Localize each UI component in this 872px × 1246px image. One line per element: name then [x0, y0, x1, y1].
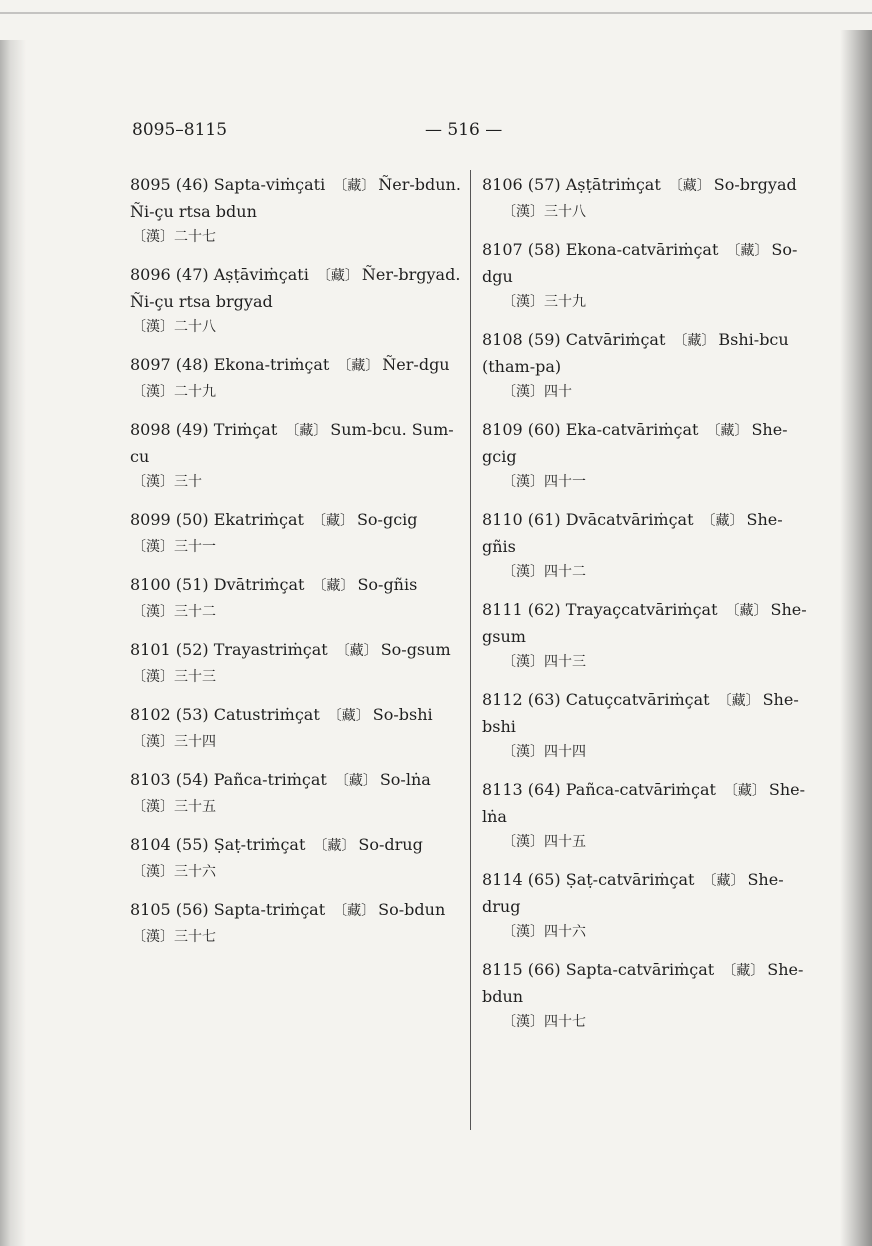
chinese-marker: 〔漢〕 [132, 604, 174, 620]
tibetan-equivalent: So-brgyad [713, 175, 797, 194]
chinese-line [130, 861, 462, 883]
tibetan-equivalent: She-gsum [482, 600, 807, 646]
chinese-marker: 〔漢〕 [132, 474, 174, 490]
chinese-line [482, 381, 814, 403]
top-rule [0, 12, 872, 14]
column-divider [470, 170, 471, 1130]
chinese-equivalent: 三十七 [174, 929, 216, 945]
chinese-equivalent: 四十七 [544, 1014, 586, 1030]
chinese-marker: 〔漢〕 [132, 319, 174, 335]
dictionary-entry [482, 687, 814, 763]
tibetan-equivalent: So-bshi [372, 705, 433, 724]
chinese-line [130, 796, 462, 818]
tibetan-equivalent: Ñer-bdun. Ñi-çu rtsa bdun [130, 175, 461, 221]
chinese-marker: 〔漢〕 [502, 384, 544, 400]
tibetan-equivalent: She-bshi [482, 690, 799, 736]
tibetan-marker: 〔藏〕 [668, 178, 711, 194]
chinese-line [482, 831, 814, 853]
sanskrit-term: 8095 (46) Sapta-viṁçati [130, 175, 326, 194]
dictionary-entry [482, 507, 814, 583]
sanskrit-term: 8109 (60) Eka-catvāriṁçat [482, 420, 699, 439]
dictionary-entry [130, 832, 462, 883]
chinese-equivalent: 四十六 [544, 924, 586, 940]
tibetan-marker: 〔藏〕 [673, 333, 716, 349]
chinese-line [130, 666, 462, 688]
left-page-edge-shadow [0, 40, 26, 1246]
chinese-equivalent: 四十四 [544, 744, 586, 760]
entry-headword [130, 572, 462, 599]
chinese-marker: 〔漢〕 [132, 539, 174, 555]
dictionary-entry [130, 572, 462, 623]
chinese-line [130, 536, 462, 558]
dictionary-entry [482, 172, 814, 223]
sanskrit-term: 8110 (61) Dvācatvāriṁçat [482, 510, 694, 529]
chinese-marker: 〔漢〕 [132, 384, 174, 400]
chinese-marker: 〔漢〕 [502, 654, 544, 670]
left-column [130, 172, 462, 962]
tibetan-equivalent: So-drug [358, 835, 423, 854]
tibetan-equivalent: So-bdun [378, 900, 446, 919]
tibetan-marker: 〔藏〕 [717, 693, 760, 709]
tibetan-marker: 〔藏〕 [316, 268, 359, 284]
sanskrit-term: 8113 (64) Pañca-catvāriṁçat [482, 780, 716, 799]
entry-headword [130, 767, 462, 794]
chinese-marker: 〔漢〕 [502, 294, 544, 310]
tibetan-equivalent: Ñer-dgu [382, 355, 450, 374]
tibetan-marker: 〔藏〕 [722, 963, 765, 979]
tibetan-equivalent: She-drug [482, 870, 784, 916]
tibetan-marker: 〔藏〕 [723, 783, 766, 799]
chinese-line [130, 471, 462, 493]
dictionary-entry [482, 417, 814, 493]
tibetan-marker: 〔藏〕 [702, 873, 745, 889]
entry-headword [482, 777, 814, 829]
entry-headword [130, 172, 462, 224]
sanskrit-term: 8106 (57) Aṣṭātriṁçat [482, 175, 661, 194]
page-range-header: 8095–8115 [132, 120, 228, 140]
tibetan-equivalent: So-lṅa [379, 770, 431, 789]
tibetan-equivalent: She-lṅa [482, 780, 806, 826]
dictionary-entry [482, 327, 814, 403]
entry-headword [482, 957, 814, 1009]
tibetan-marker: 〔藏〕 [327, 708, 370, 724]
entry-headword [130, 637, 462, 664]
chinese-equivalent: 三十九 [544, 294, 586, 310]
entry-headword [482, 507, 814, 559]
tibetan-marker: 〔藏〕 [312, 578, 355, 594]
chinese-line [482, 201, 814, 223]
dictionary-entry [482, 867, 814, 943]
tibetan-marker: 〔藏〕 [337, 358, 380, 374]
tibetan-marker: 〔藏〕 [701, 513, 744, 529]
tibetan-marker: 〔藏〕 [726, 243, 769, 259]
tibetan-marker: 〔藏〕 [313, 838, 356, 854]
sanskrit-term: 8107 (58) Ekona-catvāriṁçat [482, 240, 719, 259]
sanskrit-term: 8098 (49) Triṁçat [130, 420, 278, 439]
page-number: — 516 — [425, 120, 503, 140]
tibetan-marker: 〔藏〕 [335, 643, 378, 659]
tibetan-equivalent: So-gcig [356, 510, 418, 529]
sanskrit-term: 8100 (51) Dvātriṁçat [130, 575, 305, 594]
chinese-line [130, 601, 462, 623]
sanskrit-term: 8104 (55) Ṣaṭ-triṁçat [130, 835, 306, 854]
entry-headword [482, 867, 814, 919]
chinese-equivalent: 四十 [544, 384, 572, 400]
entry-headword [482, 687, 814, 739]
chinese-marker: 〔漢〕 [502, 204, 544, 220]
chinese-line [130, 381, 462, 403]
sanskrit-term: 8112 (63) Catuçcatvāriṁçat [482, 690, 710, 709]
chinese-line [482, 741, 814, 763]
dictionary-entry [130, 767, 462, 818]
dictionary-entry [130, 262, 462, 338]
tibetan-equivalent: She-bdun [482, 960, 804, 1006]
dictionary-entry [130, 417, 462, 493]
chinese-equivalent: 三十八 [544, 204, 586, 220]
chinese-marker: 〔漢〕 [502, 564, 544, 580]
chinese-line [130, 226, 462, 248]
chinese-equivalent: 三十五 [174, 799, 216, 815]
right-page-edge-shadow [840, 30, 872, 1246]
chinese-equivalent: 三十六 [174, 864, 216, 880]
sanskrit-term: 8097 (48) Ekona-triṁçat [130, 355, 330, 374]
entry-headword [482, 597, 814, 649]
dictionary-entry [130, 352, 462, 403]
entry-headword [130, 262, 462, 314]
dictionary-entry [482, 957, 814, 1033]
chinese-equivalent: 三十一 [174, 539, 216, 555]
entry-headword [482, 237, 814, 289]
entry-headword [130, 507, 462, 534]
chinese-line [482, 561, 814, 583]
dictionary-entry [130, 507, 462, 558]
chinese-equivalent: 二十八 [174, 319, 216, 335]
tibetan-equivalent: She-gcig [482, 420, 788, 466]
sanskrit-term: 8108 (59) Catvāriṁçat [482, 330, 666, 349]
chinese-line [482, 651, 814, 673]
sanskrit-term: 8105 (56) Sapta-triṁçat [130, 900, 326, 919]
chinese-line [130, 731, 462, 753]
chinese-equivalent: 二十九 [174, 384, 216, 400]
sanskrit-term: 8103 (54) Pañca-triṁçat [130, 770, 327, 789]
entry-headword [482, 417, 814, 469]
entry-headword [130, 832, 462, 859]
chinese-equivalent: 三十二 [174, 604, 216, 620]
chinese-equivalent: 四十一 [544, 474, 586, 490]
entry-headword [130, 897, 462, 924]
chinese-marker: 〔漢〕 [132, 229, 174, 245]
sanskrit-term: 8096 (47) Aṣṭāviṁçati [130, 265, 309, 284]
sanskrit-term: 8099 (50) Ekatriṁçat [130, 510, 304, 529]
tibetan-equivalent: She-gñis [482, 510, 783, 556]
entry-headword [482, 172, 814, 199]
sanskrit-term: 8111 (62) Trayaçcatvāriṁçat [482, 600, 718, 619]
chinese-marker: 〔漢〕 [132, 864, 174, 880]
entry-headword [130, 702, 462, 729]
chinese-marker: 〔漢〕 [502, 1014, 544, 1030]
sanskrit-term: 8115 (66) Sapta-catvāriṁçat [482, 960, 715, 979]
chinese-equivalent: 四十三 [544, 654, 586, 670]
chinese-line [130, 926, 462, 948]
chinese-equivalent: 四十五 [544, 834, 586, 850]
tibetan-marker: 〔藏〕 [285, 423, 328, 439]
chinese-line [482, 921, 814, 943]
sanskrit-term: 8102 (53) Catustriṁçat [130, 705, 320, 724]
dictionary-entry [130, 172, 462, 248]
tibetan-marker: 〔藏〕 [334, 773, 377, 789]
chinese-marker: 〔漢〕 [502, 834, 544, 850]
entry-headword [482, 327, 814, 379]
chinese-equivalent: 三十 [174, 474, 202, 490]
dictionary-entry [482, 237, 814, 313]
chinese-equivalent: 四十二 [544, 564, 586, 580]
tibetan-marker: 〔藏〕 [333, 903, 376, 919]
chinese-marker: 〔漢〕 [132, 929, 174, 945]
dictionary-entry [130, 897, 462, 948]
dictionary-entry [482, 597, 814, 673]
chinese-equivalent: 二十七 [174, 229, 216, 245]
chinese-marker: 〔漢〕 [502, 474, 544, 490]
chinese-equivalent: 三十四 [174, 734, 216, 750]
chinese-line [482, 1011, 814, 1033]
tibetan-marker: 〔藏〕 [725, 603, 768, 619]
dictionary-entry [130, 702, 462, 753]
right-column [482, 172, 814, 1047]
tibetan-equivalent: So-dgu [482, 240, 798, 286]
sanskrit-term: 8101 (52) Trayastriṁçat [130, 640, 328, 659]
chinese-line [482, 471, 814, 493]
chinese-line [130, 316, 462, 338]
chinese-equivalent: 三十三 [174, 669, 216, 685]
chinese-marker: 〔漢〕 [132, 669, 174, 685]
dictionary-entry [130, 637, 462, 688]
chinese-marker: 〔漢〕 [132, 734, 174, 750]
chinese-marker: 〔漢〕 [502, 744, 544, 760]
sanskrit-term: 8114 (65) Ṣaṭ-catvāriṁçat [482, 870, 695, 889]
entry-headword [130, 417, 462, 469]
chinese-line [482, 291, 814, 313]
tibetan-equivalent: Ñer-brgyad. Ñi-çu rtsa brgyad [130, 265, 461, 311]
chinese-marker: 〔漢〕 [502, 924, 544, 940]
tibetan-equivalent: Sum-bcu. Sum-cu [130, 420, 454, 466]
tibetan-marker: 〔藏〕 [333, 178, 376, 194]
dictionary-entry [482, 777, 814, 853]
tibetan-equivalent: So-gsum [380, 640, 451, 659]
entry-headword [130, 352, 462, 379]
tibetan-equivalent: Bshi-bcu (tham-pa) [482, 330, 789, 376]
tibetan-marker: 〔藏〕 [311, 513, 354, 529]
tibetan-equivalent: So-gñis [357, 575, 418, 594]
chinese-marker: 〔漢〕 [132, 799, 174, 815]
tibetan-marker: 〔藏〕 [706, 423, 749, 439]
